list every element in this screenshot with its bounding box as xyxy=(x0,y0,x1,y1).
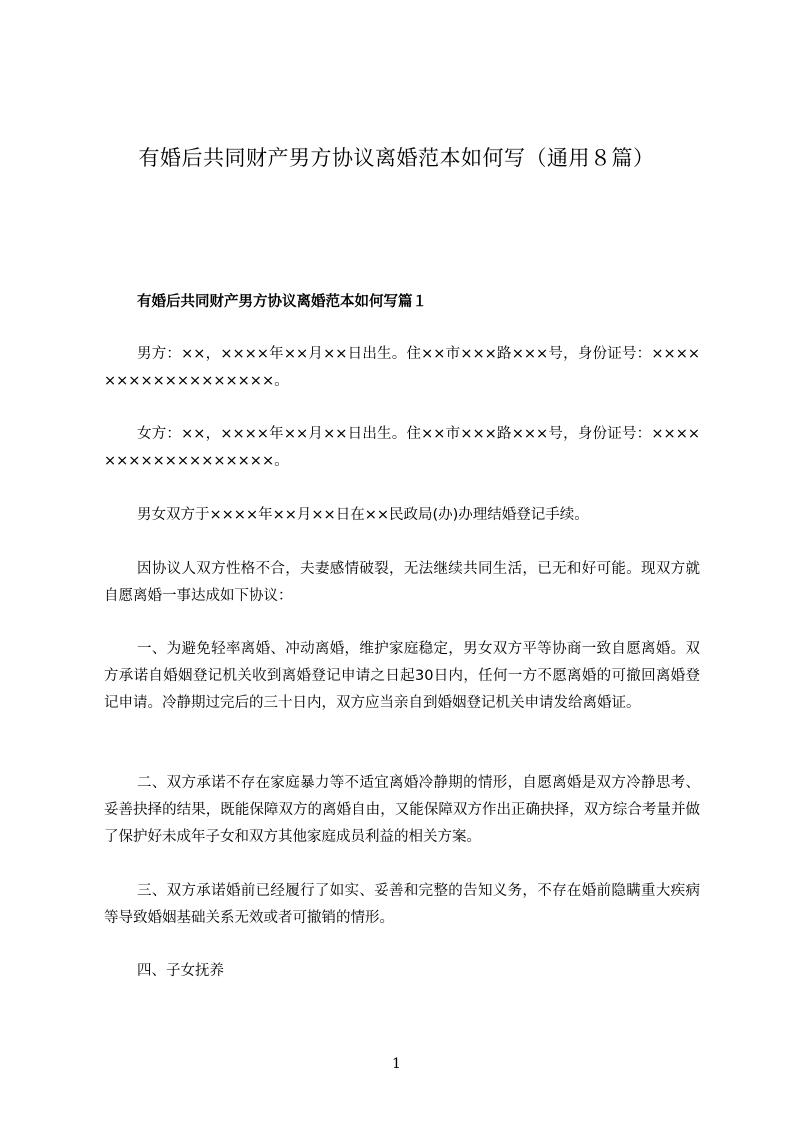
paragraph-clause-2: 二、双方承诺不存在家庭暴力等不适宜离婚冷静期的情形，自愿离婚是双方冷静思考、妥善抉择的结果，既能保障双方的离婚自由，又能保障双方作出正确抉择，双方综合考量并做了保护好未成年子女和双方其他家庭成员利益的相关方案。 xyxy=(104,775,700,845)
paragraph-husband-info: 男方：××，××××年××月××日出生。住××市×××路×××号，身份证号：××××××××××××××××××。 xyxy=(104,346,700,389)
document-title: 有婚后共同财产男方协议离婚范本如何写（通用８篇） xyxy=(138,146,655,170)
paragraph-marriage-registration: 男女双方于××××年××月××日在××民政局(办)办理结婚登记手续。 xyxy=(137,507,589,523)
paragraph-divorce-reason: 因协议人双方性格不合，夫妻感情破裂，无法继续共同生活，已无和好可能。现双方就自愿离婚一事达成如下协议： xyxy=(104,561,700,604)
page-number: 1 xyxy=(392,1056,401,1072)
section-heading: 有婚后共同财产男方协议离婚范本如何写篇１ xyxy=(137,294,427,310)
paragraph-clause-4-heading: 四、子女抚养 xyxy=(137,963,224,979)
paragraph-wife-info: 女方：××，××××年××月××日出生。住××市×××路×××号，身份证号：××××××××××××××××××。 xyxy=(104,426,700,469)
paragraph-clause-3: 三、双方承诺婚前已经履行了如实、妥善和完整的告知义务，不存在婚前隐瞒重大疾病等导致婚姻基础关系无效或者可撤销的情形。 xyxy=(104,883,700,926)
paragraph-clause-1: 一、为避免轻率离婚、冲动离婚，维护家庭稳定，男女双方平等协商一致自愿离婚。双方承诺自婚姻登记机关收到离婚登记申请之日起30日内，任何一方不愿离婚的可撤回离婚登记申请。冷静期过完后的三十日内，双方应当亲自到婚姻登记机关申请发给离婚证。 xyxy=(104,641,700,711)
